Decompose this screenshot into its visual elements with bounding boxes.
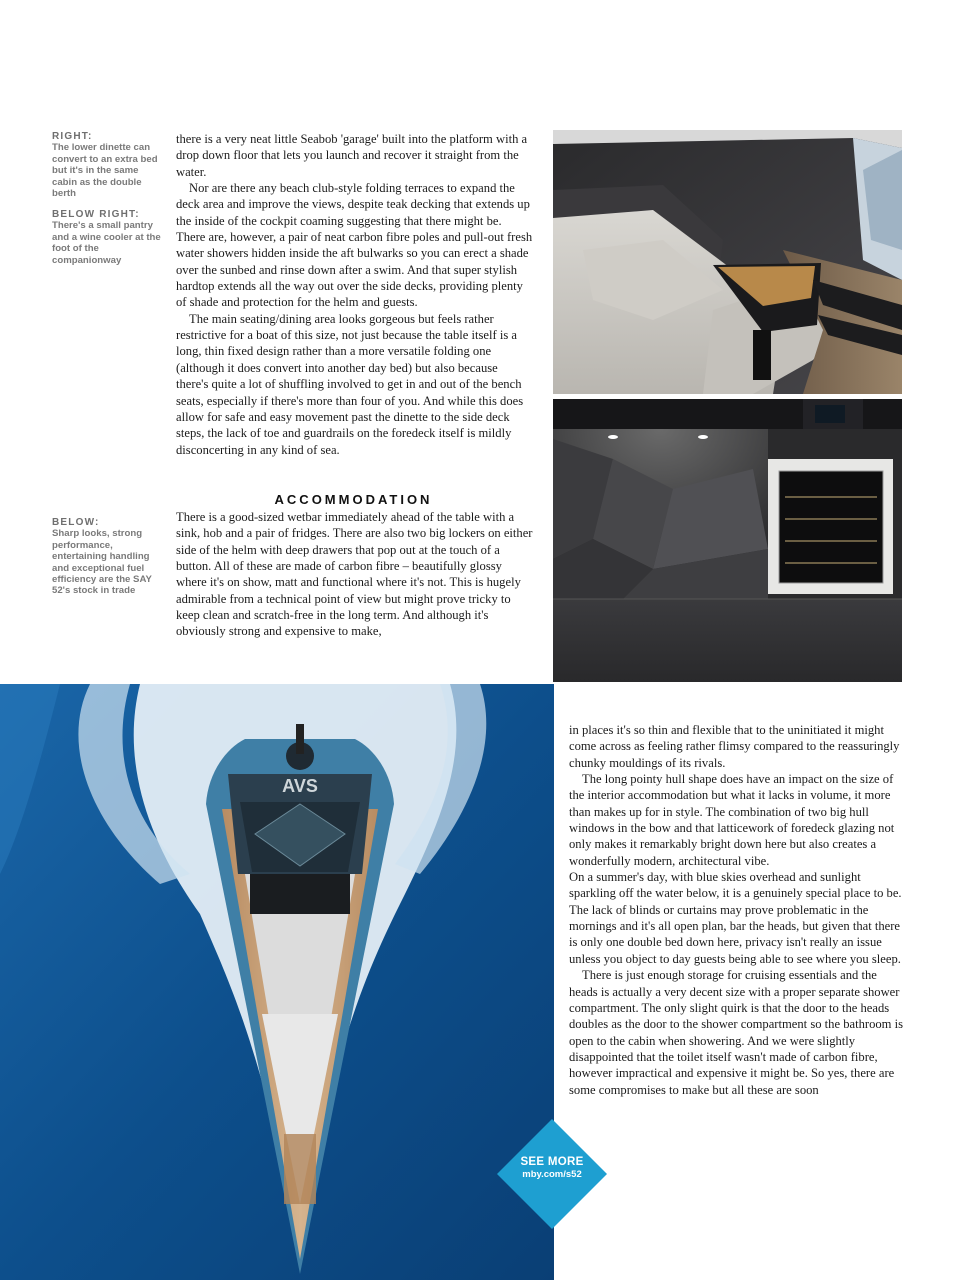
boat-logo: AVS: [282, 776, 318, 796]
paragraph: There is a good-sized wetbar immediately ahead of the table with a sink, hob and a pair of fridges. There are also two big lockers on either side of the helm with deep drawers that pop out at the touch of a button. All of these are made of carbon fibre – beautifully glossy where it's on show, matt and functional where it's not. This is hugely admirable from a technical point of view but might prove tricky to keep clean and scratch-free in the long term. And although it's obviously strong and expensive to make,: [176, 510, 533, 639]
caption-label: BELOW:: [52, 517, 100, 528]
photo-boat-aerial: [0, 684, 554, 1280]
caption-label: BELOW RIGHT:: [52, 209, 140, 220]
caption-label: RIGHT:: [52, 131, 93, 142]
paragraph: in places it's so thin and flexible that to the uninitiated it might come across as feeling rather flimsy compared to the reassuringly chunky mouldings of its rivals.: [569, 723, 900, 770]
see-more-label-group[interactable]: [497, 1156, 607, 1180]
article-column-1: [176, 131, 533, 458]
paragraph: The long pointy hull shape does have an impact on the size of the interior accommodation but what it lacks in volume, it more than makes up for in style. The combination of two big hull windows in the bow and that latticework of foredeck glazing not only makes it remarkably bright down here but also creates a wonderfully modern, architectural vibe.: [569, 772, 895, 868]
paragraph: Nor are there any beach club-style folding terraces to expand the deck area and improve the views, despite teak decking that extends up the inside of the cockpit coaming suggesting that there might be. There are, however, a pair of neat carbon fibre poles and pull-out fresh water showers hidden inside the aft bulwarks so you can erect a shade over the sunbed and rinse down after a swim. And that super stylish hardtop extends all the way out over the side decks, providing plenty of shade and protection for the helm and guests.: [176, 181, 533, 310]
paragraph: there is a very neat little Seabob 'garage' built into the platform with a drop down floor that lets you launch and recover it straight from the water.: [176, 132, 528, 179]
article-column-1b: [176, 509, 533, 640]
caption-text: Sharp looks, strong performance, entertaining handling and exceptional fuel efficiency are the SAY 52's stock in trade: [52, 528, 152, 597]
caption-text: The lower dinette can convert to an extra bed but it's in the same cabin as the double berth: [52, 142, 158, 200]
caption-right: [52, 131, 162, 199]
paragraph: The main seating/dining area looks gorgeous but feels rather restrictive for a boat of this size, not just because the table itself is a long, thin fixed design rather than a more versatile folding one (although it does convert into another day bed) but also because there's quite a lot of shuffling involved to get in and out of the bench seats, especially if there's more than four of you. And while this does allow for safe and easy movement past the dinette to the side deck steps, the lack of toe and guardrails on the foredeck itself is mildly disconcerting in any kind of sea.: [176, 311, 524, 457]
photo-pantry: [553, 399, 902, 682]
caption-text: There's a small pantry and a wine cooler at the foot of the companionway: [52, 220, 161, 266]
photo-dinette: [553, 130, 902, 394]
caption-below-right: [52, 209, 162, 266]
paragraph: There is just enough storage for cruising essentials and the heads is actually a very decent size with a proper separate shower compartment. The only slight quirk is that the door to the heads doubles as the door to the shower compartment so the bathroom is open to the cabin when showering. And we were slightly disappointed that the toilet itself wasn't made of carbon fibre, however impractical and expensive it might be. So yes, there are some compromises to make but all these are soon: [569, 968, 904, 1097]
caption-below: [52, 517, 157, 597]
see-more-url[interactable]: mby.com/s52: [522, 1169, 582, 1180]
paragraph: On a summer's day, with blue skies overhead and sunlight sparkling off the water below, it is a genuinely special place to be. The lack of blinds or curtains may prove problematic in the mornings and it's all open plan, bar the heads, but given that there is only one double bed down here, privacy isn't really an issue unless you object to day guests being able to see where you sleep.: [569, 870, 902, 966]
section-heading: ACCOMMODATION: [274, 492, 433, 507]
article-column-2: [569, 722, 905, 1098]
see-more-title[interactable]: SEE MORE: [520, 1156, 584, 1168]
